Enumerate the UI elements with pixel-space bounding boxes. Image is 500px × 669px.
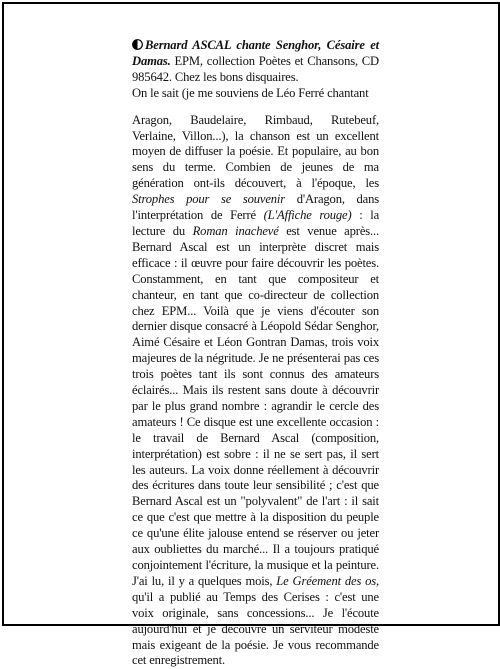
body-text-5: , qu'il a publié au Temps des Cerises : c'est une voix originale, sans concessions... Je l'écoute aujourd'hui et je découvre un serviteur modeste mais exigeant de la poésie. Je vous recommande cet enregistrement.: [132, 573, 380, 668]
work-title-strophes: Strophes pour se souvenir: [132, 192, 286, 207]
article-column: [132, 38, 379, 669]
work-title-affiche: (L'Affiche rouge): [263, 208, 352, 223]
body-text-4: est venue après... Bernard Ascal est un interprète discret mais efficace : il œuvre pour faire découvrir les poètes. Constamment, en tant que compositeur et chanteur, en tant que co-directeur de collection chez EPM... Voilà que je viens d'écouter son dernier disque consacré à Léopold Sédar Senghor, Aimé Césaire et Léon Gontran Damas, trois voix majeures de la négritude. Je ne présenterai pas ces trois poètes tant ils sont connus des amateurs éclairés... Mais ils restent sans doute à découvrir par le plus grand nombre : agrandir le cercle des amateurs ! Ce disque est une excellente occasion : le travail de Bernard Ascal (composition, interprétation) est sobre : il ne se sert pas, il sert les auteurs. La voix donne réellement à découvrir des écritures dans toute leur sensibilité ; c'est que Bernard Ascal est un "polyvalent" de l'art : il sait ce que c'est que mettre à la disposition du peuple ce qu'une élite jalouse entend se réserver ou jeter aux oubliettes du marché... Il a toujours pratiqué conjointement l'écriture, la musique et la peinture. J'ai lu, il y a quelques mois,: [132, 223, 380, 588]
article-header: [132, 38, 379, 86]
article-title: Bernard ASCAL chante Senghor, Césaire et Damas.: [132, 38, 379, 68]
article-details: EPM, collection Poètes et Chansons, CD 985642. Chez les bons disquaires.: [132, 53, 379, 84]
article-lead: On le sait (je me souviens de Léo Ferré chantant: [132, 85, 369, 100]
body-text-3: : la lecture du: [132, 208, 380, 238]
article-body: [132, 113, 379, 669]
body-text-1: Aragon, Baudelaire, Rimbaud, Rutebeuf, Verlaine, Villon...), la chanson est un excellent moyen de diffuser la poésie. Et populaire, au bon sens du terme. Combien de jeunes de ma génération ont-ils découvert, à l'époque, les: [132, 112, 379, 191]
half-disc-icon: [132, 39, 143, 50]
page-frame: [2, 2, 500, 668]
work-title-greement: Le Gréement des os: [276, 573, 377, 588]
work-title-roman: Roman inachevé: [192, 223, 279, 238]
body-text-2: d'Aragon, dans l'interprétation de Ferré: [132, 192, 380, 223]
